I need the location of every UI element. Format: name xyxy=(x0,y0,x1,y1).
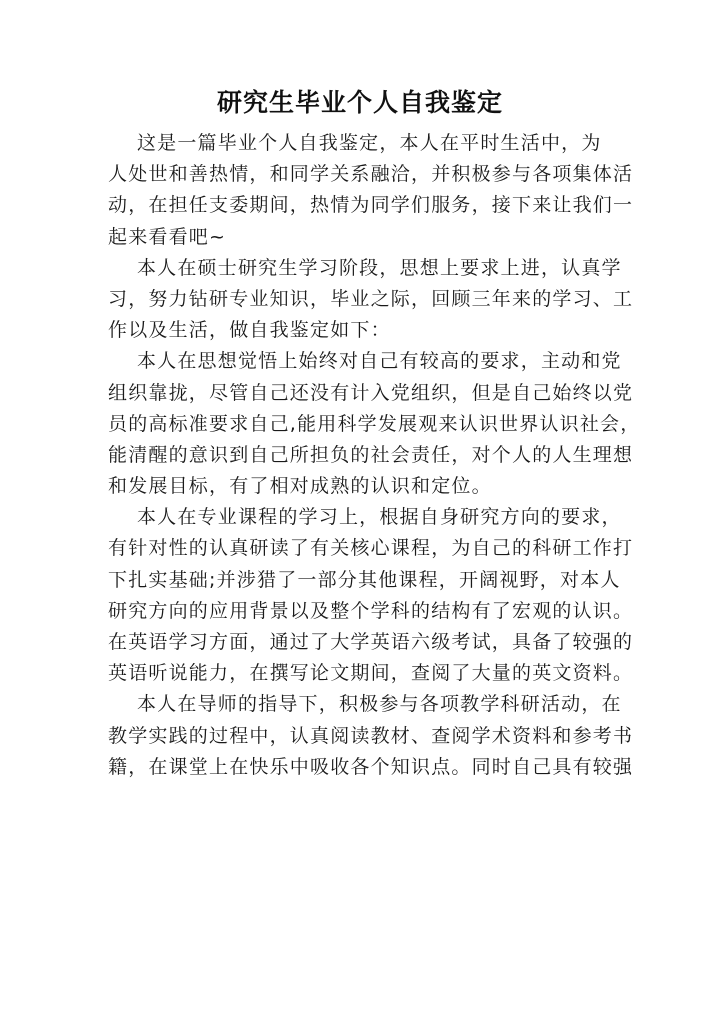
text-line: 和发展目标，有了相对成熟的认识和定位。 xyxy=(108,475,492,498)
text-line: 英语听说能力，在撰写论文期间，查阅了大量的英文资料。 xyxy=(108,662,634,685)
paragraph-teaching xyxy=(108,689,634,783)
paragraph-ideology xyxy=(108,346,641,502)
text-line: 起来看看吧~ xyxy=(108,225,227,248)
text-line: 这是一篇毕业个人自我鉴定，本人在平时生活中，为 xyxy=(108,132,602,154)
text-line: 习，努力钻研专业知识，毕业之际，回顾三年来的学习、工 xyxy=(108,287,634,310)
text-line: 本人在专业课程的学习上，根据自身研究方向的要求， xyxy=(108,506,622,529)
document-body xyxy=(108,128,641,783)
text-line: 本人在思想觉悟上始终对自己有较高的要求，主动和党 xyxy=(108,350,622,373)
text-line: 籍，在课堂上在快乐中吸收各个知识点。同时自己具有较强 xyxy=(108,755,634,778)
paragraph-coursework xyxy=(108,502,634,689)
text-line: 本人在导师的指导下，积极参与各项教学科研活动，在 xyxy=(108,693,622,716)
text-line: 在英语学习方面，通过了大学英语六级考试，具备了较强的 xyxy=(108,631,634,653)
paragraph-overview xyxy=(108,253,634,347)
text-line: 员的高标准要求自己,能用科学发展观来认识世界认识社会， xyxy=(108,412,641,435)
text-line: 教学实践的过程中，认真阅读教材、查阅学术资料和参考书 xyxy=(108,724,634,747)
text-line: 作以及生活，做自我鉴定如下： xyxy=(108,319,391,342)
text-line: 组织靠拢，尽管自己还没有计入党组织，但是自己始终以党 xyxy=(108,381,634,404)
document-title: 研究生毕业个人自我鉴定 xyxy=(216,88,503,117)
text-line: 研究方向的应用背景以及整个学科的结构有了宏观的认识。 xyxy=(108,599,634,622)
paragraph-intro xyxy=(108,128,634,253)
text-line: 下扎实基础;并涉猎了一部分其他课程，开阔视野，对本人 xyxy=(108,568,621,591)
text-line: 有针对性的认真研读了有关核心课程，为自己的科研工作打 xyxy=(108,537,634,560)
text-line: 动，在担任支委期间，热情为同学们服务，接下来让我们一 xyxy=(108,194,634,217)
text-line: 本人在硕士研究生学习阶段，思想上要求上进，认真学 xyxy=(108,256,622,279)
text-line: 人处世和善热情，和同学关系融洽，并积极参与各项集体活 xyxy=(108,163,634,186)
text-line: 能清醒的意识到自己所担负的社会责任，对个人的人生理想 xyxy=(108,443,634,466)
